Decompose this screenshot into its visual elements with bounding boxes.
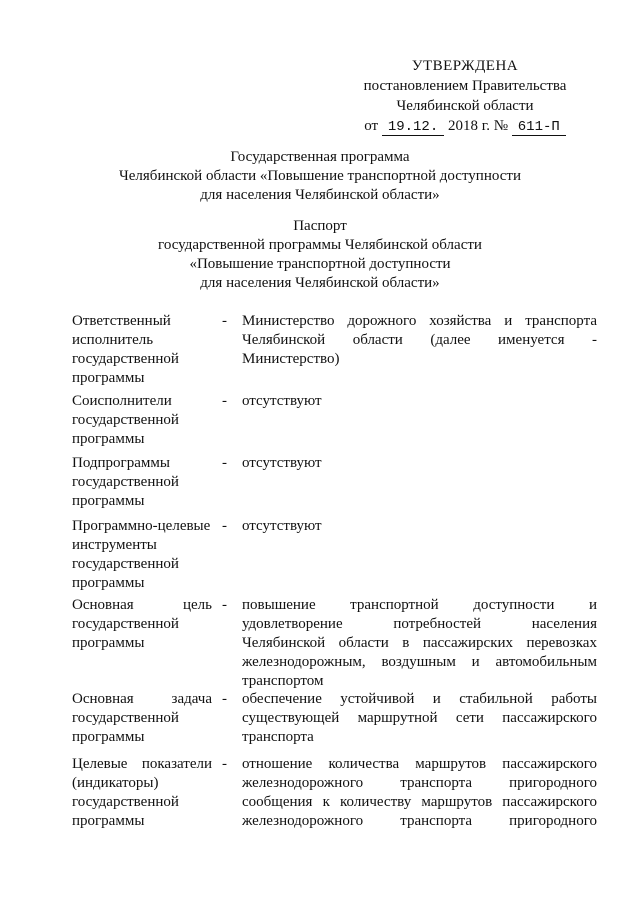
row-label-line: Основная цель [72, 597, 212, 613]
row-value-line: обеспечение устойчивой и стабильной работы [242, 691, 597, 707]
row-value-line: повышение транспортной доступности и [242, 597, 597, 613]
row-value-line: Челябинской области (далее именуется - [242, 332, 597, 348]
row-label-line: государственной [72, 412, 179, 428]
passport-heading-line: Паспорт [293, 218, 347, 234]
row-label [72, 454, 212, 511]
row-value [242, 755, 597, 831]
approval-line-1: постановлением Правительства [363, 78, 567, 94]
row-dash: - [222, 518, 227, 534]
row-label-line: государственной [72, 616, 179, 632]
row-label-line: программы [72, 493, 145, 509]
row-value [242, 392, 597, 411]
row-label-line: государственной [72, 556, 179, 572]
row-label-line: Основная задача [72, 691, 212, 707]
passport-heading-line: для населения Челябинской области» [200, 275, 440, 291]
row-value-line: отсутствуют [242, 393, 322, 409]
approval-number: 611-П [512, 120, 566, 136]
row-label-line: государственной [72, 474, 179, 490]
row-label-line: программы [72, 431, 145, 447]
row-dash: - [222, 691, 227, 707]
row-value [242, 690, 597, 747]
row-label-line: государственной [72, 351, 179, 367]
row-label-line: программы [72, 729, 145, 745]
row-label-line: программы [72, 370, 145, 386]
row-label-line: государственной [72, 794, 179, 810]
row-label [72, 312, 212, 388]
row-label-line: Соисполнители [72, 393, 172, 409]
row-dash: - [222, 756, 227, 772]
row-value-line: железнодорожного транспорта пригородного [242, 775, 597, 791]
row-label-line: программы [72, 813, 145, 829]
row-label [72, 690, 212, 747]
approval-ot: от [364, 118, 379, 134]
row-value-line: отсутствуют [242, 455, 322, 471]
row-dash: - [222, 313, 227, 329]
row-value-line: отсутствуют [242, 518, 322, 534]
row-label-line: исполнитель [72, 332, 154, 348]
program-title-line: Челябинской области «Повышение транспортной доступности [119, 168, 521, 184]
row-label [72, 596, 212, 653]
approval-line-2: Челябинской области [396, 98, 534, 114]
row-label [72, 517, 212, 593]
row-value-line: железнодорожным, воздушным и автомобильным [242, 654, 597, 670]
row-dash: - [222, 393, 227, 409]
passport-heading [100, 217, 540, 293]
row-value [242, 596, 597, 691]
row-label-line: Ответственный [72, 313, 171, 329]
row-label [72, 392, 212, 449]
row-value-line: железнодорожного транспорта пригородного [242, 813, 597, 829]
row-dash: - [222, 455, 227, 471]
row-label-line: Целевые показатели [72, 756, 212, 772]
approval-stamp [340, 56, 590, 136]
row-value [242, 312, 597, 369]
row-label-line: государственной [72, 710, 179, 726]
row-value [242, 517, 597, 536]
row-value [242, 454, 597, 473]
row-label-line: (индикаторы) [72, 775, 159, 791]
row-value-line: транспортом [242, 673, 324, 689]
row-label-line: Подпрограммы [72, 455, 170, 471]
row-label-line: программы [72, 575, 145, 591]
row-dash: - [222, 597, 227, 613]
passport-heading-line: государственной программы Челябинской области [158, 237, 482, 253]
approval-date-line [340, 116, 590, 136]
row-label [72, 755, 212, 831]
row-value-line: сообщения к количеству маршрутов пассажирского [242, 794, 597, 810]
row-label-line: программы [72, 635, 145, 651]
program-title-line: для населения Челябинской области» [200, 187, 440, 203]
row-value-line: существующей маршрутной сети пассажирского [242, 710, 597, 726]
approval-title: УТВЕРЖДЕНА [411, 58, 519, 74]
row-value-line: Челябинской области в пассажирских перевозках [242, 635, 597, 651]
program-title [100, 148, 540, 205]
row-label-line: инструменты [72, 537, 157, 553]
approval-date: 19.12. [382, 120, 444, 136]
approval-year: 2018 г. № [447, 118, 509, 134]
row-value-line: Министерство дорожного хозяйства и транспорта [242, 313, 597, 329]
row-value-line: Министерство) [242, 351, 340, 367]
passport-heading-line: «Повышение транспортной доступности [189, 256, 451, 272]
row-label-line: Программно-целевые [72, 518, 211, 534]
row-value-line: удовлетворение потребностей населения [242, 616, 597, 632]
row-value-line: отношение количества маршрутов пассажирского [242, 756, 597, 772]
row-value-line: транспорта [242, 729, 314, 745]
program-title-line: Государственная программа [230, 149, 410, 165]
